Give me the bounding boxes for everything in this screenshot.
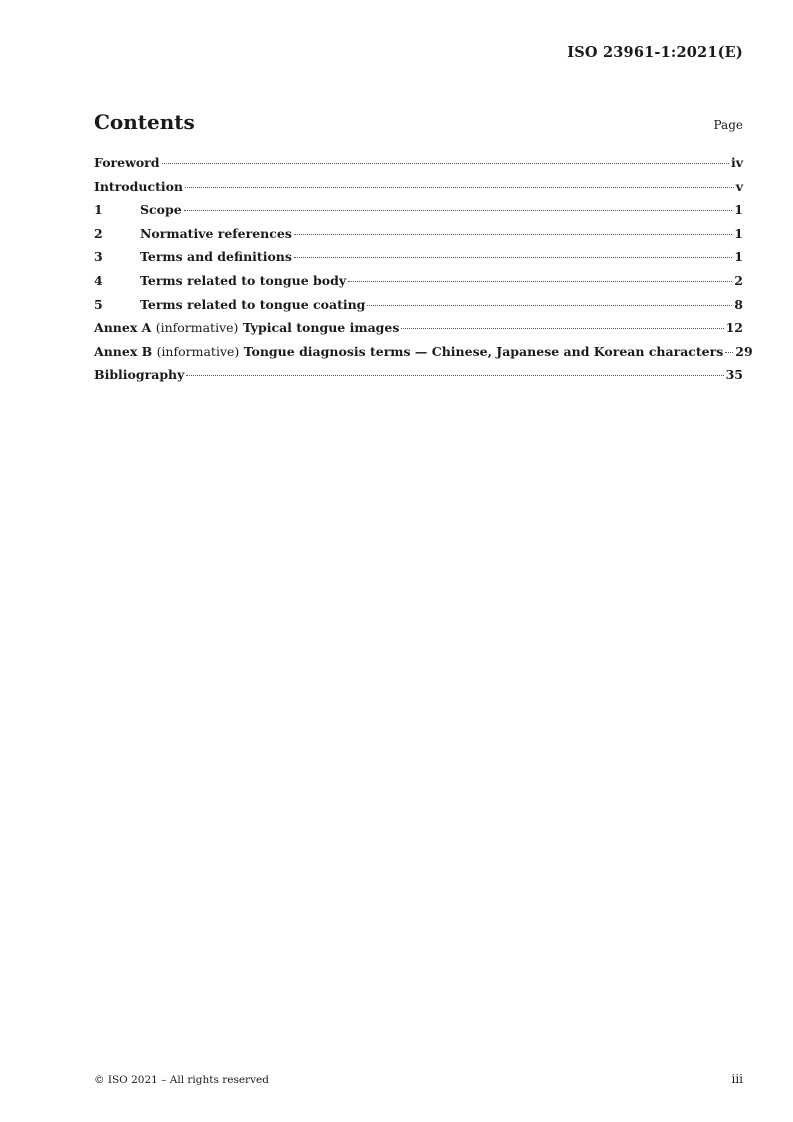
dot-leader xyxy=(725,352,733,353)
toc-entry-number: 2 xyxy=(94,225,103,241)
toc-entry-number: 3 xyxy=(94,249,103,265)
toc-entry-foreword[interactable] xyxy=(94,155,743,179)
table-of-contents xyxy=(94,155,753,391)
toc-entry-tongue-coating[interactable] xyxy=(94,297,743,321)
annex-title: Tongue diagnosis terms — Chinese, Japanese and Korean characters xyxy=(243,343,724,359)
page-title: Contents xyxy=(94,110,195,134)
dot-leader xyxy=(184,210,733,211)
document-id: ISO 23961-1:2021(E) xyxy=(567,44,743,61)
toc-entry-label: Introduction xyxy=(94,178,184,194)
copyright-notice: © ISO 2021 – All rights reserved xyxy=(94,1074,269,1086)
toc-entry-label: Terms related to tongue body xyxy=(140,272,347,288)
toc-entry-bibliography[interactable] xyxy=(94,367,743,391)
toc-entry-page: 1 xyxy=(734,249,743,265)
toc-entry-page: 35 xyxy=(725,367,743,383)
dot-leader xyxy=(348,281,732,282)
informative-note: (informative) xyxy=(156,343,240,359)
toc-entry-label: Bibliography xyxy=(94,367,185,383)
dot-leader xyxy=(367,305,732,306)
toc-entry-page: 29 xyxy=(735,343,753,359)
dot-leader xyxy=(185,187,734,188)
toc-entry-label: Terms related to tongue coating xyxy=(140,296,366,312)
informative-note: (informative) xyxy=(155,320,239,336)
toc-entry-normative-references[interactable] xyxy=(94,226,743,250)
toc-entry-page: iv xyxy=(730,155,743,170)
toc-entry-label xyxy=(94,320,399,335)
toc-entry-page: 12 xyxy=(725,320,743,336)
dot-leader xyxy=(186,375,723,376)
page-number: iii xyxy=(731,1072,743,1086)
toc-entry-page: 2 xyxy=(734,272,743,288)
toc-entry-label: Scope xyxy=(140,202,182,218)
toc-entry-annex-a[interactable] xyxy=(94,320,743,344)
toc-entry-annex-b[interactable] xyxy=(94,343,753,368)
annex-prefix: Annex A xyxy=(94,320,152,336)
toc-entry-terms-and-definitions[interactable] xyxy=(94,249,743,273)
toc-entry-page: v xyxy=(735,178,743,194)
toc-entry-page: 1 xyxy=(734,225,743,241)
toc-entry-label xyxy=(94,344,723,359)
dot-leader xyxy=(401,328,723,329)
annex-title: Typical tongue images xyxy=(242,320,400,336)
toc-entry-label: Foreword xyxy=(94,155,160,170)
annex-prefix: Annex B xyxy=(94,343,153,359)
toc-entry-label: Terms and definitions xyxy=(140,249,292,265)
dot-leader xyxy=(294,234,732,235)
contents-header xyxy=(94,110,743,134)
toc-entry-introduction[interactable] xyxy=(94,179,743,203)
toc-entry-number: 5 xyxy=(94,296,103,312)
toc-entry-label: Normative references xyxy=(140,225,292,241)
dot-leader xyxy=(162,163,729,164)
toc-entry-scope[interactable] xyxy=(94,202,743,226)
toc-entry-tongue-body[interactable] xyxy=(94,273,743,297)
dot-leader xyxy=(294,257,732,258)
toc-entry-page: 8 xyxy=(734,296,743,312)
page-column-label: Page xyxy=(713,118,743,132)
toc-entry-page: 1 xyxy=(734,202,743,218)
toc-entry-number: 4 xyxy=(94,272,103,288)
toc-entry-number: 1 xyxy=(94,202,103,218)
